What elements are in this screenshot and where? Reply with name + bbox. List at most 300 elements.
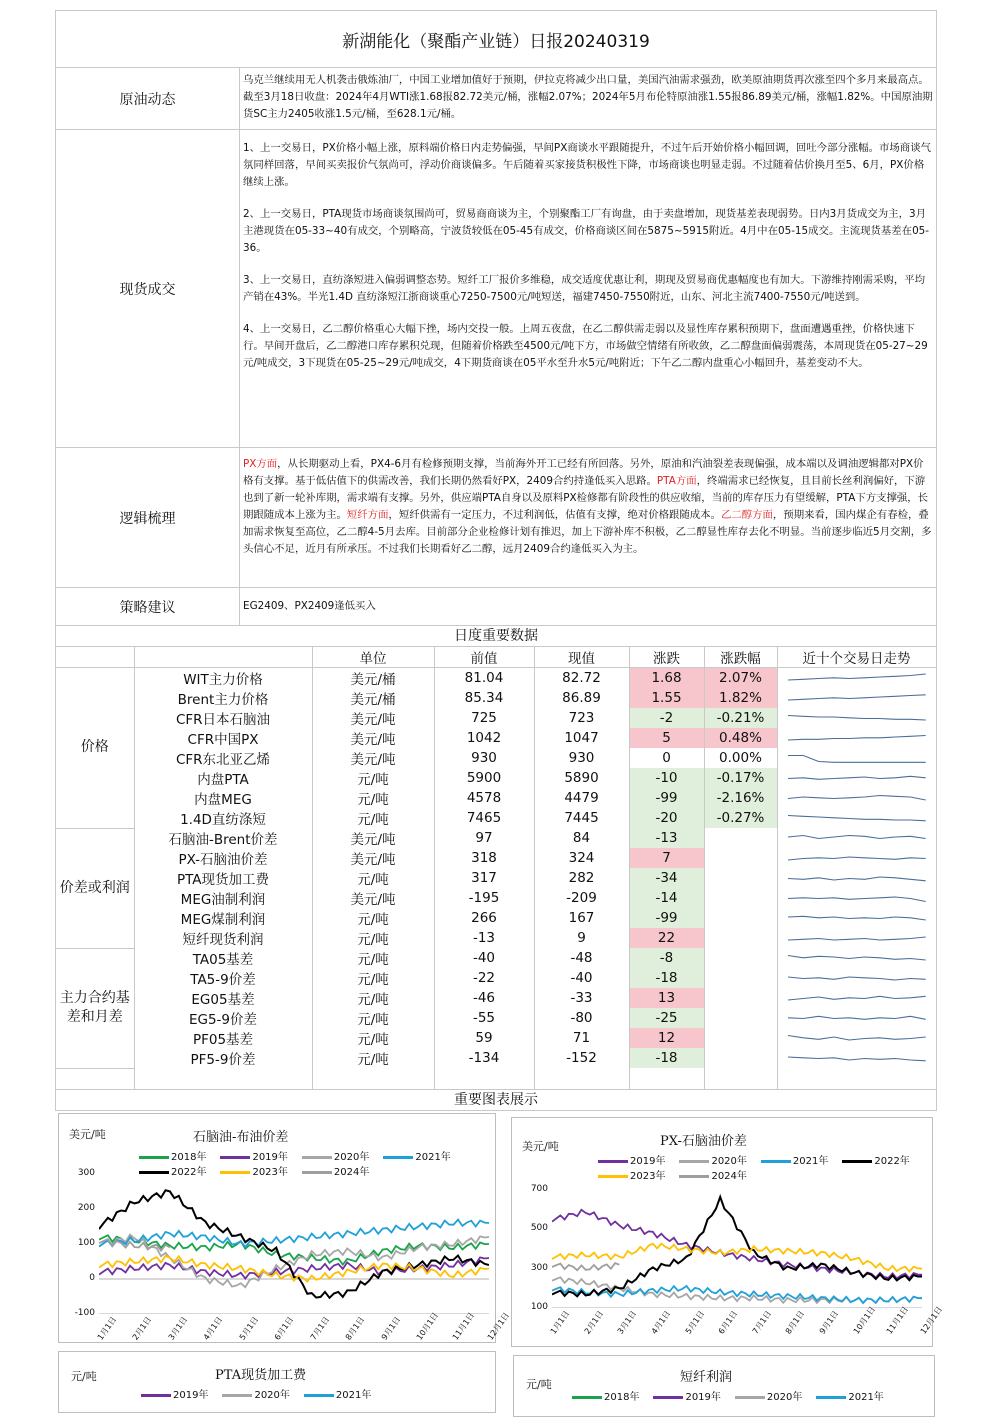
legend-swatch	[761, 1160, 791, 1163]
legend-label: 2020年	[254, 1390, 290, 1401]
table-row	[56, 668, 936, 689]
header-trend: 近十个交易日走势	[777, 647, 936, 668]
chart-pta-fee	[58, 1351, 496, 1413]
spot-label: 现货成交	[56, 130, 240, 447]
sparkline	[788, 897, 926, 902]
metric-name: PF05基差	[134, 1028, 312, 1048]
charts-title: 重要图表展示	[56, 1089, 936, 1111]
chart4-title: 短纤利润	[680, 1370, 733, 1385]
legend-label: 2021年	[792, 1156, 829, 1167]
legend-label: 2022年	[171, 1167, 207, 1178]
spot-body	[240, 130, 936, 447]
metric-name: EG5-9价差	[134, 1008, 312, 1028]
metric-chg: -18	[629, 1048, 704, 1068]
spot-pta: 2、上一交易日，PTA现货市场商谈氛围尚可，贸易商商谈为主，个别聚酯工厂有询盘，由于卖盘增加，现货基差表现弱势。日内3月货成交为主，3月主港现货在05-33~40有成交，个别略高，宁波货较低在05-45有成交，价格商谈区间在5875~5915附近。4月中在05-15成交。主流现货基差在05-36。	[243, 208, 930, 254]
trend-sparkline	[777, 1008, 936, 1028]
x-tick-label: 9月1日	[817, 1309, 841, 1336]
metric-name: CFR东北亚乙烯	[134, 748, 312, 768]
metric-unit: 元/吨	[312, 1028, 434, 1048]
metric-prev: -40	[434, 948, 534, 968]
series-line-2022	[552, 1197, 922, 1296]
sparkline	[788, 755, 926, 762]
crude-label: 原油动态	[56, 68, 240, 129]
table-row	[56, 1008, 936, 1028]
metric-name: 石脑油-Brent价差	[134, 828, 312, 848]
sparkline	[788, 776, 926, 779]
x-tick-label: 11月1日	[450, 1310, 476, 1342]
metric-cur: 82.72	[534, 668, 629, 689]
table-row	[56, 908, 936, 928]
trend-sparkline	[777, 968, 936, 988]
chart2-title: PX-石脑油价差	[660, 1134, 747, 1149]
metric-chg: -13	[629, 828, 704, 848]
metric-chg: 0	[629, 748, 704, 768]
metric-cur: 930	[534, 748, 629, 768]
legend-swatch	[842, 1160, 872, 1163]
metric-prev: 5900	[434, 768, 534, 788]
y-tick-label: 300	[530, 1262, 548, 1273]
logic-px-head: PX方面	[243, 458, 278, 470]
chart2-legend	[598, 1152, 928, 1182]
metric-cur: 5890	[534, 768, 629, 788]
metric-cur: 7445	[534, 808, 629, 828]
header-pct: 涨跌幅	[704, 647, 777, 668]
metric-cur: 86.89	[534, 688, 629, 708]
group-label-price: 价格	[56, 668, 134, 829]
metric-unit: 美元/桶	[312, 668, 434, 689]
legend-item	[735, 1388, 802, 1403]
x-tick-label: 7月1日	[308, 1315, 331, 1342]
metric-pct: 2.07%	[704, 668, 777, 689]
y-tick-label: -100	[74, 1308, 95, 1318]
trend-sparkline	[777, 1028, 936, 1048]
metric-unit: 元/吨	[312, 1048, 434, 1068]
metric-prev: -46	[434, 988, 534, 1008]
legend-item	[222, 1386, 289, 1401]
sparkline	[788, 996, 926, 1000]
legend-label: 2019年	[630, 1156, 666, 1167]
metric-prev: 266	[434, 908, 534, 928]
x-tick-label: 8月1日	[784, 1309, 807, 1336]
metric-unit: 美元/吨	[312, 728, 434, 748]
trend-sparkline	[777, 948, 936, 968]
metric-prev: -134	[434, 1048, 534, 1068]
legend-label: 2018年	[604, 1392, 640, 1403]
metric-name: CFR中国PX	[134, 728, 312, 748]
metric-chg: -25	[629, 1008, 704, 1028]
legend-swatch	[653, 1396, 683, 1399]
metric-prev: 317	[434, 868, 534, 888]
legend-label: 2023年	[252, 1167, 288, 1178]
legend-swatch	[383, 1156, 413, 1159]
metric-unit: 元/吨	[312, 868, 434, 888]
x-tick-label: 12月1日	[485, 1310, 512, 1342]
metric-cur: 71	[534, 1028, 629, 1048]
x-tick-label: 3月1日	[616, 1309, 639, 1336]
header-prev: 前值	[434, 647, 534, 668]
sparkline	[788, 877, 926, 881]
metric-name: 1.4D直纺涤短	[134, 808, 312, 828]
metric-chg: -10	[629, 768, 704, 788]
metric-pct	[704, 828, 777, 848]
metric-name: Brent主力价格	[134, 688, 312, 708]
trend-sparkline	[777, 768, 936, 788]
trend-sparkline	[777, 1048, 936, 1068]
metric-chg: 22	[629, 928, 704, 948]
metric-chg: -18	[629, 968, 704, 988]
sparkline	[788, 977, 926, 980]
metric-pct	[704, 868, 777, 888]
metric-chg: -34	[629, 868, 704, 888]
sparkline	[788, 1016, 926, 1019]
trend-sparkline	[777, 708, 936, 728]
x-tick-label: 5月1日	[683, 1309, 706, 1336]
legend-item	[139, 1148, 206, 1163]
logic-pf-head: 短纤方面	[346, 509, 389, 521]
metric-chg: 13	[629, 988, 704, 1008]
sparkline	[788, 795, 926, 800]
trend-sparkline	[777, 848, 936, 868]
legend-label: 2019年	[685, 1392, 721, 1403]
y-tick-label: 0	[89, 1273, 95, 1283]
legend-label: 2024年	[711, 1171, 747, 1182]
trend-sparkline	[777, 748, 936, 768]
logic-pta-head: PTA方面	[656, 475, 697, 487]
legend-label: 2023年	[630, 1171, 666, 1182]
legend-label: 2020年	[333, 1152, 370, 1163]
chart1-plot	[99, 1174, 489, 1314]
legend-swatch	[141, 1394, 171, 1397]
metric-name: PX-石脑油价差	[134, 848, 312, 868]
y-tick-label: 500	[530, 1223, 548, 1234]
metric-pct: -2.16%	[704, 788, 777, 808]
legend-label: 2022年	[874, 1156, 910, 1167]
legend-swatch	[220, 1156, 250, 1159]
metric-unit: 美元/吨	[312, 848, 434, 868]
metric-name: TA5-9价差	[134, 968, 312, 988]
metric-prev: 59	[434, 1028, 534, 1048]
logic-label: 逻辑梳理	[56, 448, 240, 587]
daily-title: 日度重要数据	[56, 626, 936, 647]
chart3-legend	[141, 1386, 481, 1401]
legend-swatch	[598, 1175, 628, 1178]
legend-item	[761, 1152, 828, 1167]
metric-name: 内盘MEG	[134, 788, 312, 808]
metric-pct: 0.00%	[704, 748, 777, 768]
metric-chg: 7	[629, 848, 704, 868]
x-tick-label: 4月1日	[202, 1315, 225, 1342]
sparkline	[788, 694, 926, 699]
metric-name: WIT主力价格	[134, 668, 312, 689]
table-row	[56, 968, 936, 988]
metric-pct	[704, 928, 777, 948]
legend-item	[598, 1152, 665, 1167]
metric-cur: 324	[534, 848, 629, 868]
metric-pct: 1.82%	[704, 688, 777, 708]
sparkline	[788, 916, 926, 920]
x-tick-label: 7月1日	[750, 1309, 774, 1336]
table-row	[56, 1028, 936, 1048]
chart1-unit: 美元/吨	[69, 1128, 106, 1141]
legend-swatch	[572, 1396, 602, 1399]
metric-chg: -14	[629, 888, 704, 908]
metric-unit: 元/吨	[312, 988, 434, 1008]
x-tick-label: 10月1日	[851, 1304, 877, 1336]
table-row	[56, 728, 936, 748]
x-tick-label: 4月1日	[649, 1309, 673, 1336]
legend-label: 2021年	[335, 1390, 372, 1401]
metric-prev: 930	[434, 748, 534, 768]
strategy-label: 策略建议	[56, 588, 240, 625]
metric-name: EG05基差	[134, 988, 312, 1008]
metric-pct	[704, 888, 777, 908]
metric-cur: 4479	[534, 788, 629, 808]
trend-sparkline	[777, 988, 936, 1008]
trend-sparkline	[777, 728, 936, 748]
x-tick-label: 12月1日	[918, 1304, 945, 1336]
trend-sparkline	[777, 888, 936, 908]
trend-sparkline	[777, 668, 936, 689]
metric-prev: 7465	[434, 808, 534, 828]
header-unit: 单位	[312, 647, 434, 668]
report-title: 新湖能化（聚酯产业链）日报20240319	[56, 11, 936, 68]
x-tick-label: 5月1日	[237, 1315, 261, 1342]
table-row	[56, 828, 936, 848]
group-label-basis: 主力合约基差和月差	[56, 948, 134, 1068]
series-line-2019	[552, 1210, 922, 1279]
legend-item	[220, 1148, 287, 1163]
table-row	[56, 988, 936, 1008]
header-cur: 现值	[534, 647, 629, 668]
header-chg: 涨跌	[629, 647, 704, 668]
logic-section	[56, 448, 936, 588]
metric-cur: 1047	[534, 728, 629, 748]
metric-cur: -33	[534, 988, 629, 1008]
chart3-title: PTA现货加工费	[215, 1368, 307, 1383]
sparkline	[788, 815, 926, 820]
crude-text: 乌克兰继续用无人机袭击俄炼油厂，中国工业增加值好于预期，伊拉克将减少出口量，美国汽油需求强劲，欧美原油期货再次涨至四个多月来最高点。截至3月18日收盘：2024年4月WTI涨1.68报82.72美元/桶，涨幅2.07%；2024年5月布伦特原油涨1.55报86.89美元/桶，涨幅1.82%。中国原油期货SC主力2405收涨1.5元/桶，至628.1元/桶。	[243, 74, 933, 120]
chart2-plot	[552, 1190, 922, 1308]
table-row	[56, 788, 936, 808]
legend-item	[816, 1388, 883, 1403]
table-row	[56, 688, 936, 708]
logic-pta-text: ，终端需求已经恢复，且目前长丝利润偏好，下游也到了新一轮补库期，需求端有支撑。另外，供应端PTA自身以及原料PX检修都有阶段性的供应收缩，当前的库存压力有望缓解，PTA下方支撑强，长期跟随成本上涨为主。	[243, 475, 929, 521]
x-tick-label: 11月1日	[885, 1304, 911, 1336]
metric-cur: -152	[534, 1048, 629, 1068]
metric-unit: 美元/吨	[312, 708, 434, 728]
metric-cur: 84	[534, 828, 629, 848]
legend-label: 2021年	[848, 1392, 884, 1403]
series-line-2024	[552, 1263, 619, 1270]
table-header	[56, 647, 936, 668]
y-tick-label: 700	[530, 1184, 548, 1194]
metric-name: 内盘PTA	[134, 768, 312, 788]
x-tick-label: 9月1日	[379, 1315, 402, 1342]
charts-area	[55, 1113, 945, 1403]
legend-item	[141, 1386, 208, 1401]
spot-px: 1、上一交易日，PX价格小幅上涨，原料端价格日内走势偏强，早间PX商谈水平跟随提升，不过午后开始价格小幅回调，回吐今部分涨幅。市场商谈气氛同样回落，早间买卖报价气氛尚可，浮动价商谈偏多。午后随着买家接货积极性下降，市场商谈也明显走弱。不过随着估价换月至5、6月，PX价格继续上涨。	[243, 142, 931, 188]
sparkline	[788, 955, 926, 960]
sparkline	[788, 857, 926, 860]
logic-body	[240, 448, 936, 587]
chart3-unit: 元/吨	[71, 1370, 97, 1383]
metric-unit: 元/吨	[312, 1008, 434, 1028]
legend-swatch	[598, 1160, 628, 1163]
metric-chg: -20	[629, 808, 704, 828]
sparkline	[788, 937, 926, 940]
legend-swatch	[816, 1396, 846, 1399]
metric-name: 短纤现货利润	[134, 928, 312, 948]
x-tick-label: 6月1日	[716, 1309, 740, 1336]
trend-sparkline	[777, 928, 936, 948]
metric-pct	[704, 848, 777, 868]
table-row	[56, 768, 936, 788]
table-row	[56, 748, 936, 768]
metric-chg: 1.68	[629, 668, 704, 689]
chart4-legend	[572, 1388, 932, 1403]
legend-swatch	[679, 1175, 709, 1178]
metric-pct: -0.17%	[704, 768, 777, 788]
metric-unit: 元/吨	[312, 928, 434, 948]
sparkline	[788, 674, 926, 680]
strategy-text: EG2409、PX2409逢低买入	[243, 600, 376, 612]
x-tick-label: 6月1日	[273, 1315, 296, 1342]
logic-eg-head: 乙二醇方面	[720, 509, 773, 521]
metric-prev: 4578	[434, 788, 534, 808]
x-tick-label: 8月1日	[343, 1315, 367, 1342]
legend-swatch	[302, 1156, 332, 1159]
metric-chg: 1.55	[629, 688, 704, 708]
legend-label: 2019年	[252, 1152, 288, 1163]
legend-label: 2021年	[415, 1152, 451, 1163]
table-row	[56, 1048, 936, 1068]
metric-pct: 0.48%	[704, 728, 777, 748]
trend-sparkline	[777, 808, 936, 828]
metric-unit: 元/吨	[312, 968, 434, 988]
metric-name: PTA现货加工费	[134, 868, 312, 888]
metric-name: PF5-9价差	[134, 1048, 312, 1068]
metric-chg: 12	[629, 1028, 704, 1048]
metric-prev: 81.04	[434, 668, 534, 689]
legend-item	[842, 1152, 909, 1167]
metric-pct: -0.27%	[704, 808, 777, 828]
table-row	[56, 888, 936, 908]
metric-pct	[704, 1028, 777, 1048]
legend-item	[653, 1388, 720, 1403]
legend-swatch	[222, 1394, 252, 1397]
metric-prev: -22	[434, 968, 534, 988]
legend-label: 2019年	[173, 1390, 209, 1401]
spot-section	[56, 130, 936, 448]
sparkline	[788, 1035, 926, 1040]
metric-pct	[704, 1048, 777, 1068]
metric-prev: 318	[434, 848, 534, 868]
metric-prev: 97	[434, 828, 534, 848]
metric-pct	[704, 1008, 777, 1028]
chart1-title: 石脑油-布油价差	[193, 1130, 289, 1145]
trend-sparkline	[777, 908, 936, 928]
y-tick-label: 100	[77, 1238, 95, 1248]
table-row	[56, 808, 936, 828]
legend-label: 2018年	[171, 1152, 207, 1163]
legend-item	[679, 1152, 746, 1167]
metric-name: MEG煤制利润	[134, 908, 312, 928]
trend-sparkline	[777, 688, 936, 708]
legend-swatch	[139, 1156, 169, 1159]
metric-name: MEG油制利润	[134, 888, 312, 908]
metric-prev: -195	[434, 888, 534, 908]
metric-chg: -8	[629, 948, 704, 968]
chart-pf-profit	[513, 1355, 935, 1417]
logic-pf-text: ，短纤供需有一定压力，不过利润低，估值有支撑，绝对价格跟随成本。	[388, 509, 721, 521]
metric-cur: 282	[534, 868, 629, 888]
legend-item	[572, 1388, 639, 1403]
metric-cur: -48	[534, 948, 629, 968]
report-page	[55, 10, 937, 1111]
metric-chg: 5	[629, 728, 704, 748]
x-tick-label: 2月1日	[582, 1309, 605, 1336]
metric-prev: -55	[434, 1008, 534, 1028]
x-tick-label: 2月1日	[131, 1315, 154, 1342]
metric-cur: 723	[534, 708, 629, 728]
strategy-section	[56, 588, 936, 626]
legend-label: 2020年	[766, 1392, 803, 1403]
metric-cur: -209	[534, 888, 629, 908]
legend-item	[383, 1148, 450, 1163]
metric-pct	[704, 988, 777, 1008]
spot-pf: 3、上一交易日，直纺涤短进入偏弱调整态势。短纤工厂报价多维稳，成交适度优惠让利，期现及贸易商优惠幅度也有加大。下游维持刚需采购，平均产销在43%。半光1.4D 直纺涤短江浙商谈重心7250-7500元/吨短送，福建7450-7550附近，山东、河北主流7400-7550元/吨送到。	[243, 274, 925, 303]
sparkline	[788, 735, 926, 740]
x-tick-label: 3月1日	[166, 1315, 190, 1342]
metric-cur: -40	[534, 968, 629, 988]
legend-item	[679, 1167, 746, 1182]
trend-sparkline	[777, 788, 936, 808]
metric-unit: 元/吨	[312, 808, 434, 828]
y-tick-label: 200	[77, 1203, 95, 1213]
metric-pct	[704, 968, 777, 988]
legend-swatch	[679, 1160, 709, 1163]
metric-chg: -99	[629, 908, 704, 928]
trend-sparkline	[777, 828, 936, 848]
y-tick-label: 100	[530, 1302, 548, 1312]
metric-unit: 美元/桶	[312, 688, 434, 708]
x-tick-label: 1月1日	[95, 1315, 119, 1342]
metric-prev: -13	[434, 928, 534, 948]
spot-eg: 4、上一交易日，乙二醇价格重心大幅下挫，场内交投一般。上周五夜盘，在乙二醇供需走弱以及显性库存累积预期下，盘面遭遇重挫，价格快速下行。早间开盘后，乙二醇港口库存累积兑现，但随着价格跌至4500元/吨下方，市场做空情绪有所收敛，乙二醇盘面偏弱震荡，本周现货在05-27~29元/吨成交，3下现货在05-25~29元/吨成交，4下期货商谈在05平水至升水5元/吨附近；下午乙二醇内盘重心小幅回升，基差变动不大。	[243, 323, 928, 369]
metric-prev: 1042	[434, 728, 534, 748]
metric-name: CFR日本石脑油	[134, 708, 312, 728]
metric-pct: -0.21%	[704, 708, 777, 728]
metric-chg: -2	[629, 708, 704, 728]
y-tick-label: 300	[77, 1168, 95, 1178]
trend-sparkline	[777, 868, 936, 888]
table-row	[56, 708, 936, 728]
metric-cur: 167	[534, 908, 629, 928]
metric-pct	[704, 948, 777, 968]
table-row	[56, 928, 936, 948]
metric-prev: 85.34	[434, 688, 534, 708]
chart-naphtha-brent	[58, 1113, 512, 1343]
daily-table	[56, 647, 937, 1089]
legend-label: 2024年	[333, 1167, 370, 1178]
metric-cur: -80	[534, 1008, 629, 1028]
chart-px-naphtha	[511, 1117, 945, 1347]
table-spacer-row	[56, 1068, 936, 1089]
metric-chg: -99	[629, 788, 704, 808]
metric-unit: 美元/吨	[312, 828, 434, 848]
logic-px-text: ，从长期驱动上看，PX4-6月有检修预期支撑，当前海外开工已经有所回落。另外，原油和汽油裂差表现偏强，成本端以及调油逻辑都对PX价格有支撑。基于低估值下的供需改善，我们长期仍然看好PX，2409合约持逢低买入思路。	[243, 458, 924, 487]
legend-item	[302, 1148, 369, 1163]
